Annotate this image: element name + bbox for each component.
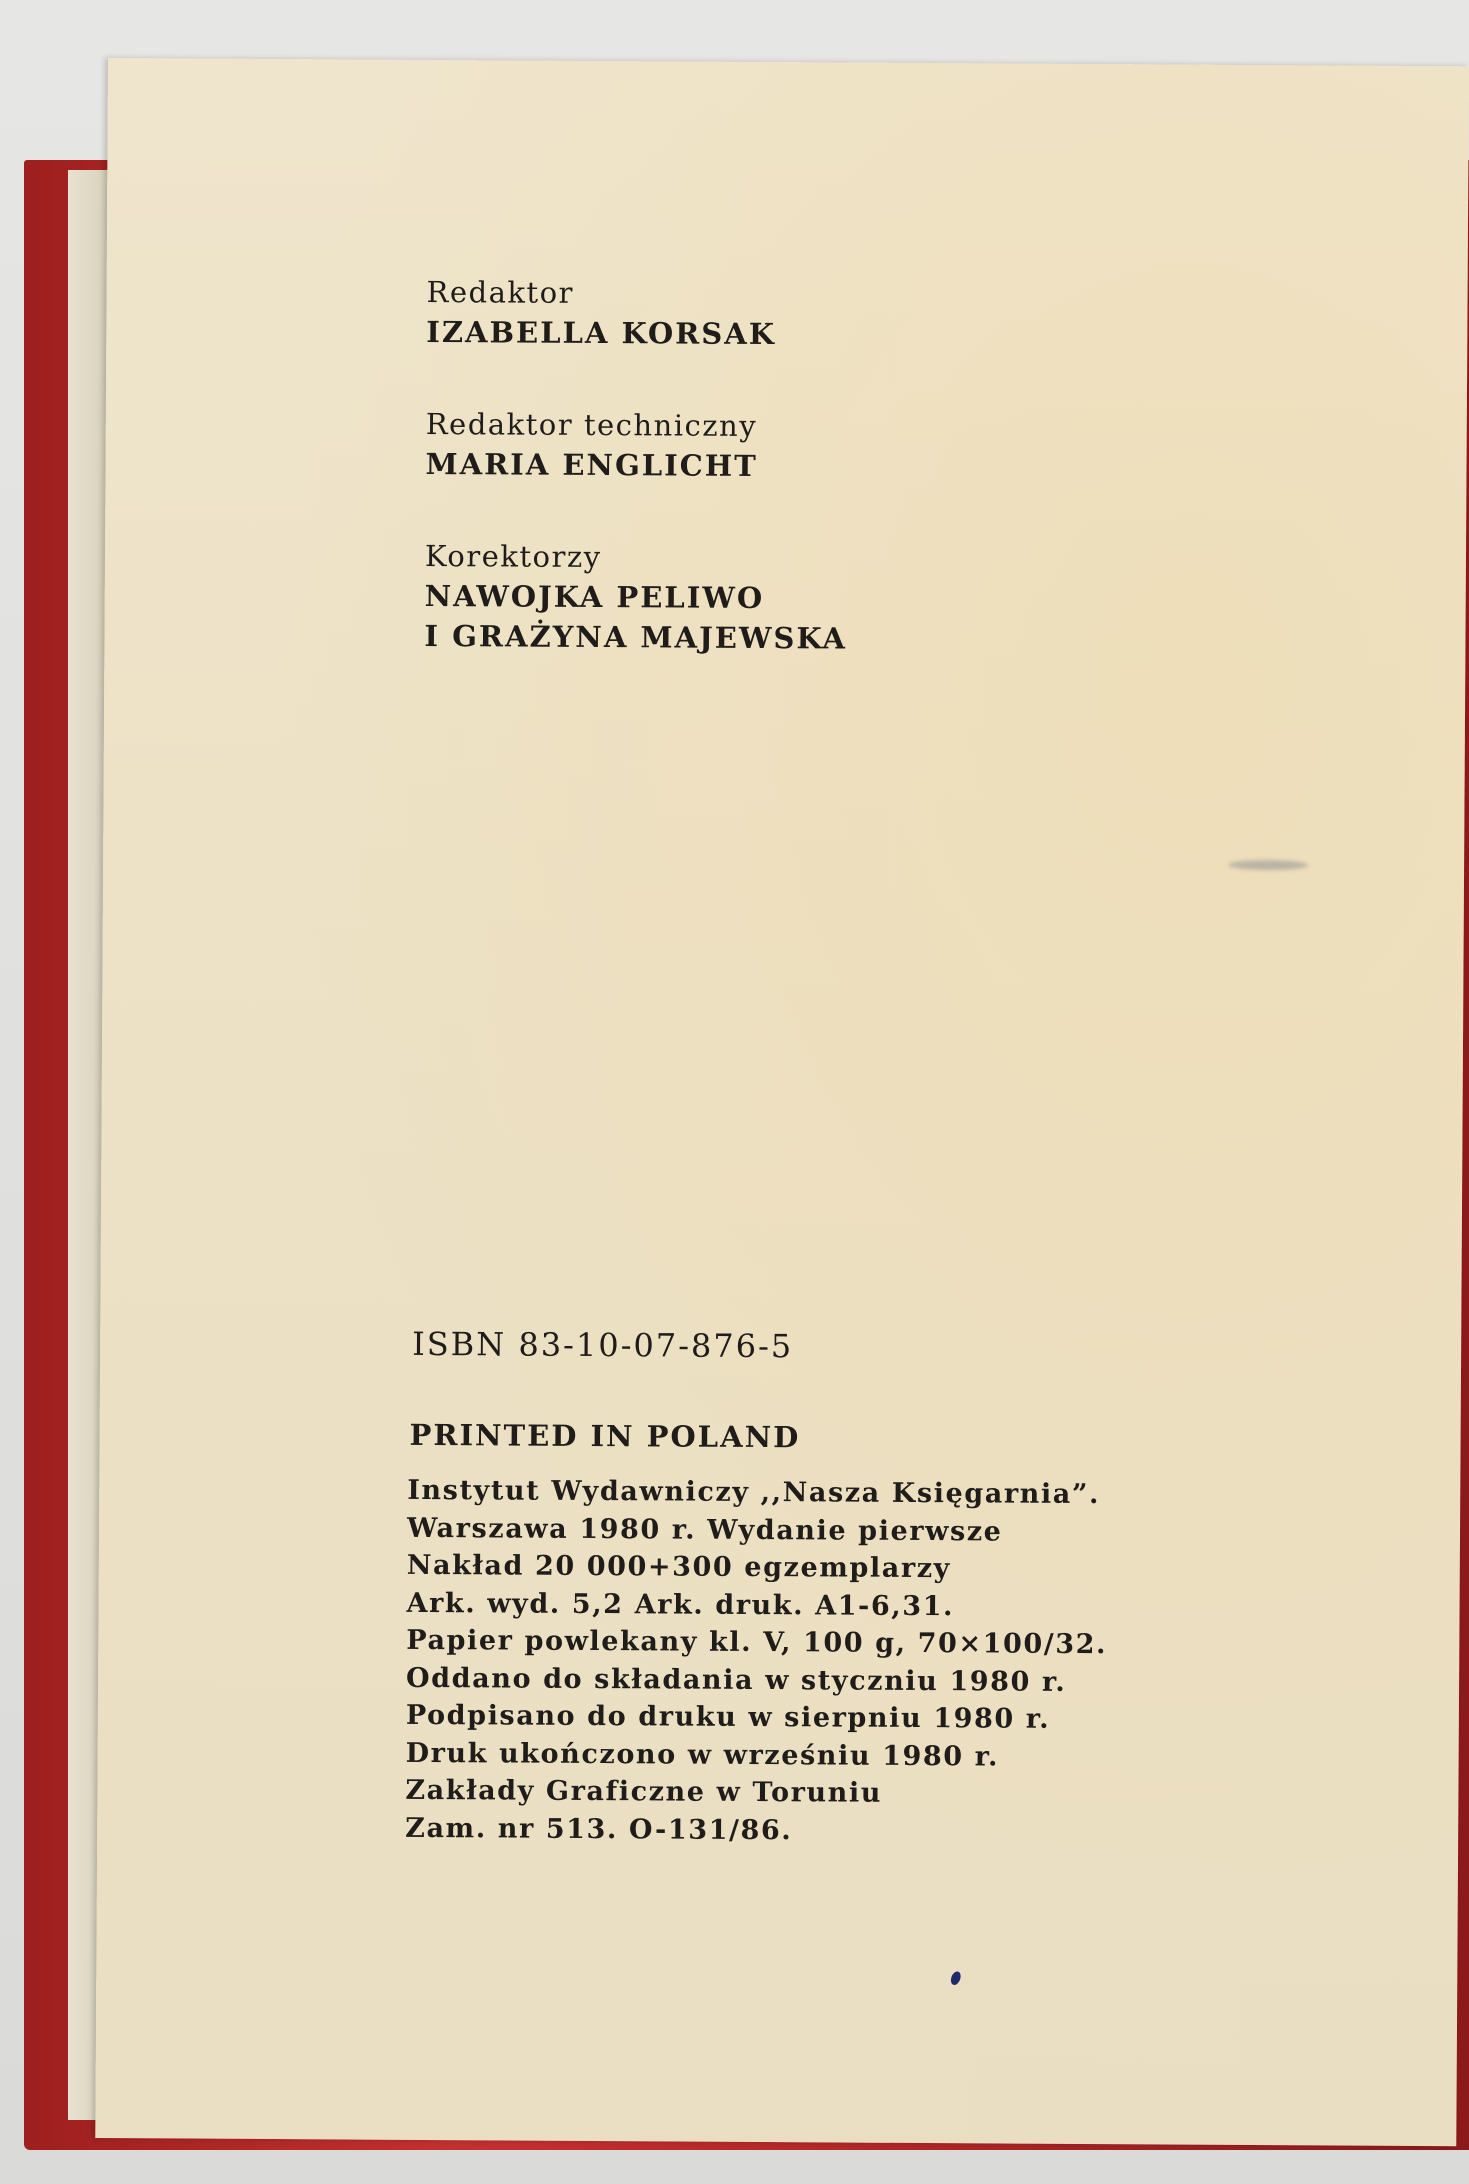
credit-name: NAWOJKA PELIWO [424,578,765,616]
colophon-line: Ark. wyd. 5,2 Ark. druk. A1-6,31. [406,1587,955,1622]
colophon-line: Warszawa 1980 r. Wydanie pierwsze [406,1512,1003,1547]
credit-role: Redaktor techniczny [425,406,758,443]
credit-role: Korektorzy [424,538,602,575]
colophon-line: Druk ukończono w wrześniu 1980 r. [405,1737,1000,1772]
imprint-page [95,58,1469,2146]
colophon-line: Zakłady Graficzne w Toruniu [405,1774,883,1809]
colophon-line: Instytut Wydawniczy ,,Nasza Księgarnia”. [407,1474,1101,1511]
colophon [405,1472,1108,1851]
isbn-line: ISBN 83-10-07-876-5 [412,1324,794,1366]
credit-technical-editor [425,404,848,487]
credit-proofreaders [424,536,847,659]
credit-name: I GRAŻYNA MAJEWSKA [424,618,848,656]
printed-in-line: PRINTED IN POLAND [409,1417,801,1455]
credit-name: MARIA ENGLICHT [425,446,758,483]
credit-name: IZABELLA KORSAK [426,314,777,352]
colophon-line: Zam. nr 513. O-131/86. [405,1812,793,1846]
ink-dot [949,1970,962,1986]
credits-section [424,272,849,711]
colophon-line: Nakład 20 000+300 egzemplarzy [406,1549,952,1585]
colophon-line: Papier powlekany kl. V, 100 g, 70×100/32. [406,1624,1108,1661]
colophon-line: Oddano do składania w styczniu 1980 r. [406,1662,1067,1698]
credit-role: Redaktor [426,274,575,310]
colophon-line: Podpisano do druku w sierpniu 1980 r. [405,1699,1051,1735]
paper-smudge [1228,860,1308,870]
credit-editor [426,272,849,355]
